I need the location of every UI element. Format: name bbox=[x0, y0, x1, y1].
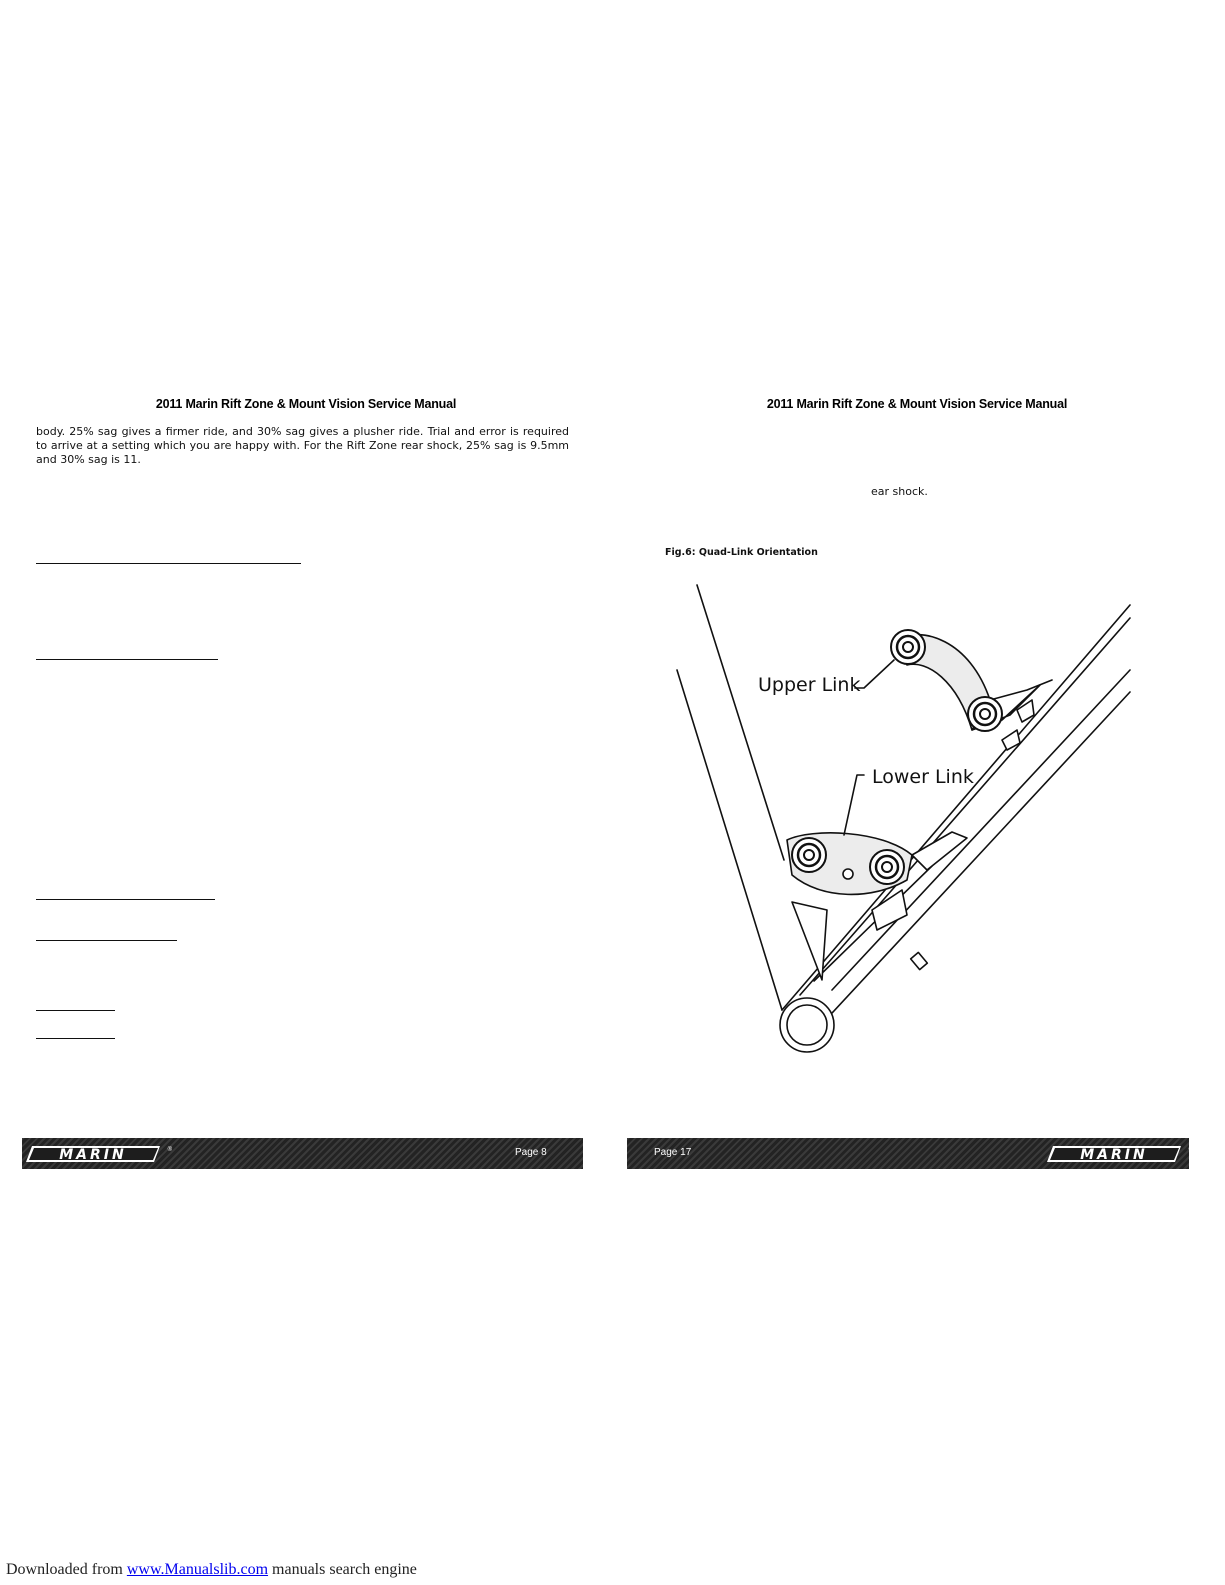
download-prefix: Downloaded from bbox=[6, 1561, 127, 1578]
section-rule-1 bbox=[36, 563, 301, 564]
section-rule-5 bbox=[36, 1010, 115, 1011]
marin-logo bbox=[1047, 1144, 1193, 1164]
marin-logo-graphic bbox=[26, 1144, 166, 1164]
page-number: Page 8 bbox=[515, 1147, 547, 1158]
body-fragment: ear shock. bbox=[871, 485, 928, 498]
svg-text:MARIN: MARIN bbox=[59, 1147, 127, 1163]
section-rule-2 bbox=[36, 659, 218, 660]
page-footer-bar bbox=[22, 1138, 583, 1169]
figure-caption: Fig.6: Quad-Link Orientation bbox=[665, 547, 818, 558]
marin-logo-graphic bbox=[1047, 1144, 1187, 1164]
quad-link-figure bbox=[672, 570, 1202, 1070]
page-number: Page 17 bbox=[654, 1147, 692, 1158]
page-footer-bar bbox=[627, 1138, 1193, 1169]
lower-link-label: Lower Link bbox=[872, 766, 974, 788]
body-paragraph: body. 25% sag gives a firmer ride, and 30% sag gives a plusher ride. Trial and error is required to arrive at a setting which you are happy with. For the Rift Zone rear shock, 25% sag is 9.5mm and 30% sag is 11. bbox=[36, 425, 569, 466]
svg-text:MARIN: MARIN bbox=[1080, 1147, 1148, 1163]
marin-logo bbox=[26, 1144, 172, 1164]
upper-link-label: Upper Link bbox=[758, 674, 861, 696]
download-suffix: manuals search engine bbox=[268, 1561, 417, 1578]
manualslib-link[interactable]: www.Manualslib.com bbox=[126, 1561, 269, 1578]
registered-mark: ® bbox=[1188, 1147, 1193, 1153]
right-page bbox=[612, 0, 1225, 1585]
page-header-title: 2011 Marin Rift Zone & Mount Vision Service Manual bbox=[766, 397, 1068, 411]
section-rule-4 bbox=[36, 940, 177, 941]
registered-mark: ® bbox=[167, 1147, 172, 1153]
download-footer bbox=[6, 1561, 417, 1579]
left-page bbox=[0, 0, 612, 1585]
page-header-title: 2011 Marin Rift Zone & Mount Vision Service Manual bbox=[155, 397, 457, 411]
section-rule-3 bbox=[36, 899, 215, 900]
section-rule-6 bbox=[36, 1038, 115, 1039]
